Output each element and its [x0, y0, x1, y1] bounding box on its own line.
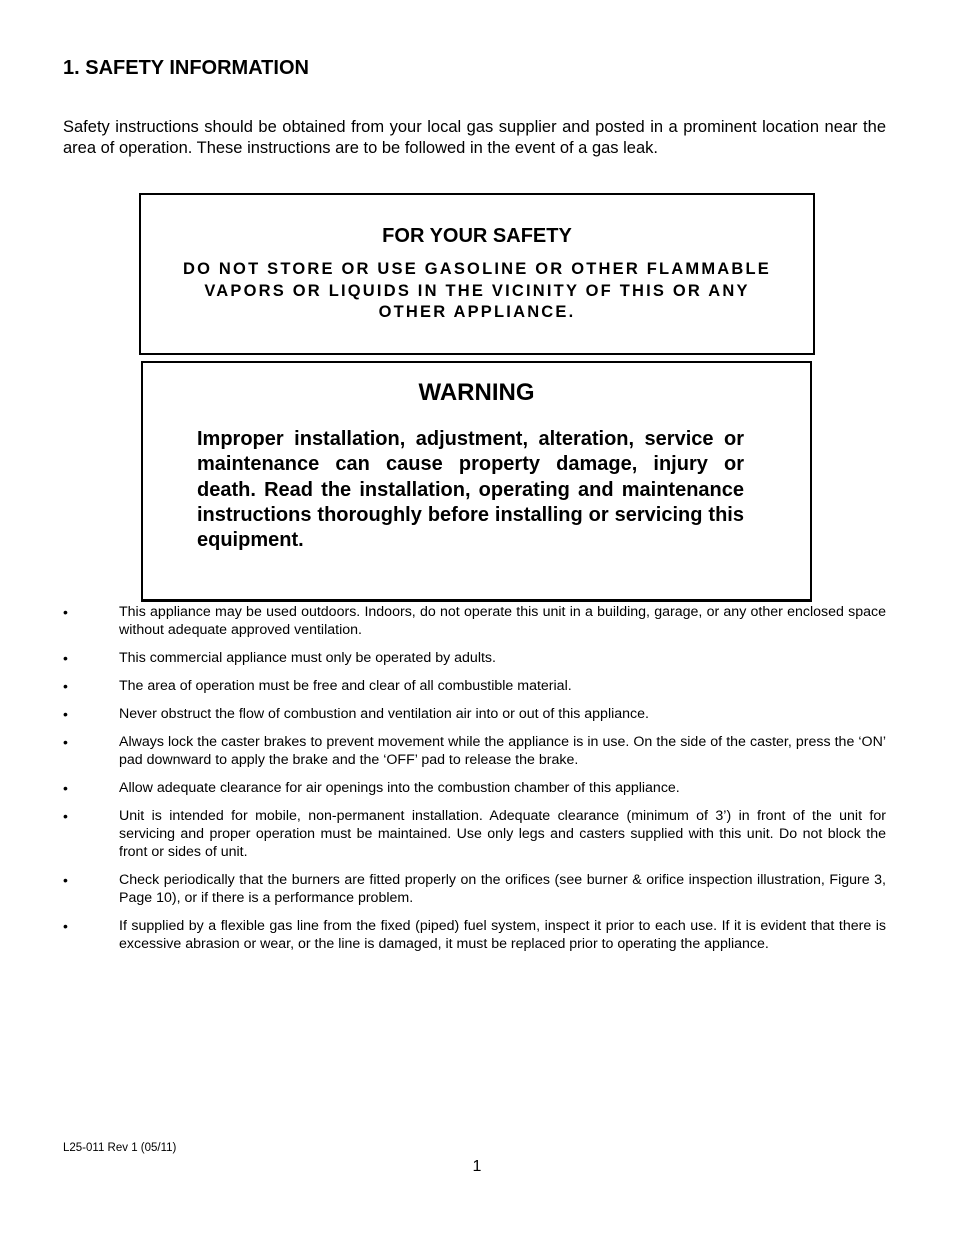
list-item-text: Always lock the caster brakes to prevent movement while the appliance is in use. On the side of the caster, press the ‘ON’ pad downward to apply the brake and the ‘OFF’ pad to release the brake.: [119, 734, 886, 768]
list-item-text: This commercial appliance must only be operated by adults.: [119, 650, 496, 666]
list-item: [63, 705, 886, 723]
safety-notice-box: [139, 193, 815, 355]
list-item: [63, 677, 886, 695]
bullet-icon: •: [63, 918, 68, 934]
list-item-text: This appliance may be used outdoors. Indoors, do not operate this unit in a building, garage, or any other enclosed space without adequate approved ventilation.: [119, 604, 886, 638]
warning-box: [141, 361, 812, 602]
list-item-text: Allow adequate clearance for air openings into the combustion chamber of this appliance.: [119, 780, 680, 796]
bullet-icon: •: [63, 734, 68, 750]
list-item: [63, 603, 886, 639]
list-item: [63, 807, 886, 861]
warning-title: WARNING: [418, 379, 535, 406]
list-item: [63, 917, 886, 953]
list-item-text: Never obstruct the flow of combustion and ventilation air into or out of this appliance.: [119, 706, 649, 722]
safety-bullet-list: [63, 603, 886, 963]
bullet-icon: •: [63, 650, 68, 666]
bullet-icon: •: [63, 780, 68, 796]
bullet-icon: •: [63, 808, 68, 824]
bullet-icon: •: [63, 872, 68, 888]
safety-notice-text: DO NOT STORE OR USE GASOLINE OR OTHER FLAMMABLE VAPORS OR LIQUIDS IN THE VICINITY OF THIS OR ANY OTHER APPLIANCE.: [182, 260, 772, 321]
document-revision-code: L25-011 Rev 1 (05/11): [63, 1142, 177, 1154]
section-heading: 1. SAFETY INFORMATION: [63, 57, 309, 79]
safety-notice-title: FOR YOUR SAFETY: [382, 225, 572, 247]
list-item-text: The area of operation must be free and clear of all combustible material.: [119, 678, 572, 694]
bullet-icon: •: [63, 678, 68, 694]
list-item: [63, 649, 886, 667]
list-item-text: Unit is intended for mobile, non-permanent installation. Adequate clearance (minimum of 3’) in front of the unit for servicing and proper operation must be maintained. Use only legs and casters supplied with this unit. Do not block the front or sides of unit.: [119, 808, 886, 860]
bullet-icon: •: [63, 706, 68, 722]
list-item-text: Check periodically that the burners are fitted properly on the orifices (see burner & orifice inspection illustration, Figure 3, Page 10), or if there is a performance problem.: [119, 872, 886, 906]
bullet-icon: •: [63, 604, 68, 620]
list-item: [63, 733, 886, 769]
list-item: [63, 871, 886, 907]
warning-text: Improper installation, adjustment, alteration, service or maintenance can cause property damage, injury or death. Read the installation, operating and maintenance instructions thoroughly before installing or servicing this equipment.: [197, 428, 744, 552]
page-number: 1: [472, 1158, 482, 1175]
list-item: [63, 779, 886, 797]
list-item-text: If supplied by a flexible gas line from the fixed (piped) fuel system, inspect it prior to each use. If it is evident that there is excessive abrasion or wear, or the line is damaged, it must be replaced prior to operating the appliance.: [119, 918, 886, 952]
intro-paragraph: Safety instructions should be obtained from your local gas supplier and posted in a prominent location near the area of operation. These instructions are to be followed in the event of a gas leak.: [63, 118, 886, 157]
